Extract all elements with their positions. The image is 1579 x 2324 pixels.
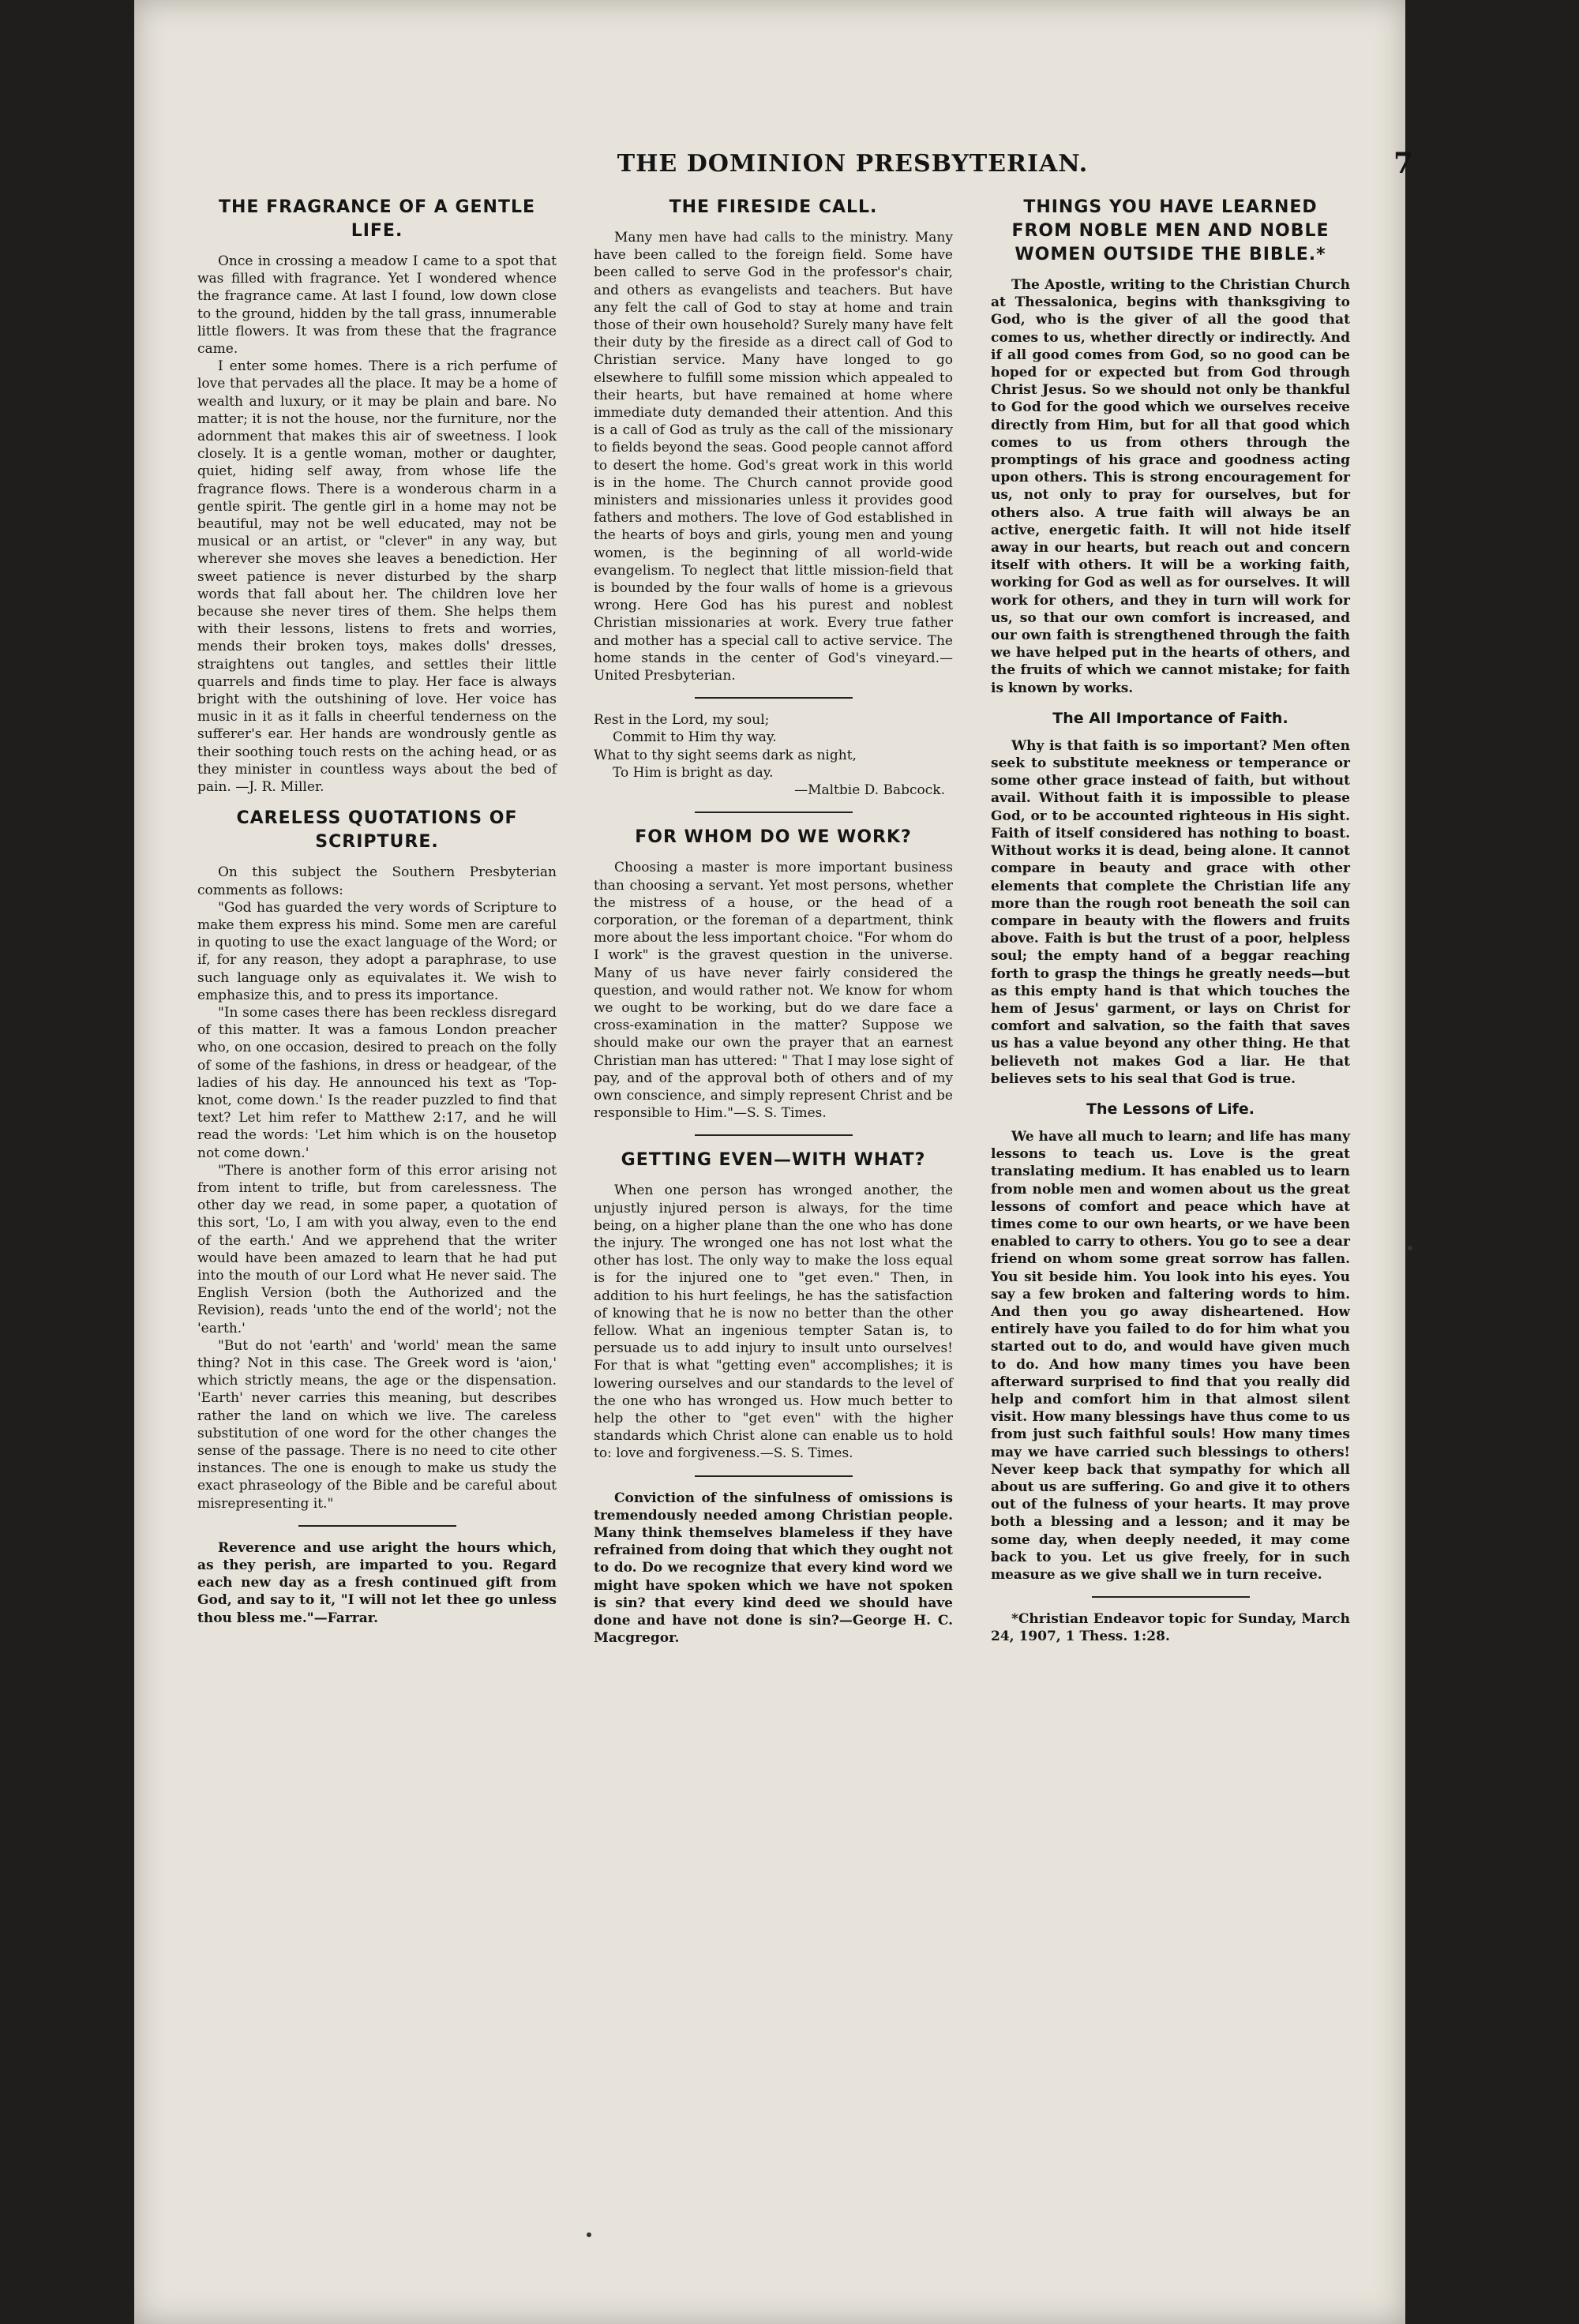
scan-speck xyxy=(1408,1246,1412,1250)
article-paragraph: Many men have had calls to the ministry. Many have been called to the foreign field. Some have been called to serve God in the professor's chair, and others as evangelists and teachers. But have any felt the call of God to stay at home and train those of their own household? Surely many have felt their duty by the fireside as a direct call of God to Christian service. Many have longed to go elsewhere to fulfill some mission which appealed to their hearts, but have remained at home where immediate duty demanded their attention. And this is a call of God as truly as the call of the missionary to fields beyond the seas. Good people cannot afford to desert the home. God's great work in this world is in the home. The Church cannot provide good ministers and missionaries unless it provides good fathers and mothers. The love of God established in the hearts of boys and girls, young men and young women, is the beginning of all world-wide evangelism. To neglect that little mission-field that is bounded by the four walls of home is a grievous wrong. Here God has his purest and noblest Christian missionaries at work. Every true father and mother has a special call to active service. The home stands in the center of God's vineyard.—United Presbyterian. xyxy=(594,230,953,684)
article-paragraph: "God has guarded the very words of Scripture to make them express his mind. Some men are careful in quoting to use the exact language of the Word; or if, for any reason, they adopt a paraphrase, to use such language only as equivalates it. We wish to emphasize this, and to press its importance. xyxy=(197,899,557,1003)
article-paragraph: The Apostle, writing to the Christian Church at Thessalonica, begins with thanksgiving to God, who is the giver of all the good that comes to us, whether directly or indirectly. And if all good comes from God, so no good can be hoped for or expected but from God through Christ Jesus. So we should not only be thankful to God for the good which we ourselves receive directly from Him, but for all that good which comes to us from others through the promptings of his grace and goodness acting upon others. This is strong encouragement for us, not only to pray for ourselves, but for others also. A true faith will always be an active, energetic faith. It will not hide itself away in our hearts, but reach out and concern itself with others. It will be a working faith, working for God as well as for ourselves. It will work for others, and they in turn will work for us, so that our own comfort is increased, and our own faith is strengthened through the faith we have helped put in the hearts of others, and the fruits of which we cannot mistake; for faith is known by works. xyxy=(991,277,1350,696)
masthead-title: THE DOMINION PRESBYTERIAN. xyxy=(617,150,1089,178)
article-title: CARELESS QUOTATIONS OF SCRIPTURE. xyxy=(236,808,518,853)
article-subtitle: The Lessons of Life. xyxy=(1086,1100,1255,1118)
section-divider xyxy=(695,697,853,699)
poem-attribution: —Maltbie D. Babcock. xyxy=(794,782,945,799)
page-header xyxy=(292,147,1413,191)
article-paragraph: Choosing a master is more important business than choosing a servant. Yet most persons, whether the mistress of a house, or the head of a corporation, or the foreman of a department, think more about the less important choice. "For whom do I work" is the gravest question in the universe. Many of us have never fairly considered the question, and would rather not. We know for whom we ought to be working, but do we dare face a cross-examination in the matter? Suppose we should make our own the prayer that an earnest Christian man has uttered: " That I may lose sight of pay, and of the approval both of others and of my own conscience, and simply represent Christ and be responsible to Him."—S. S. Times. xyxy=(594,860,953,1122)
section-divider xyxy=(695,1475,853,1477)
reverence-paragraph: Reverence and use aright the hours which, as they perish, are imparted to you. Regard each new day as a fresh continued gift from God, and say to it, "I will not let thee go unless thou bless me."—Farrar. xyxy=(197,1539,557,1626)
poem-line: Commit to Him thy way. xyxy=(613,729,777,746)
article-paragraph: We have all much to learn; and life has many lessons to teach us. Love is the great translating medium. It has enabled us to learn from noble men and women about us the great lessons of comfort and peace which have at times come to our own hearts, or we have been enabled to carry to others. You go to see a dear friend on whom some great sorrow has fallen. You sit beside him. You look into his eyes. You say a few broken and faltering words to him. And then you go away disheartened. How entirely have you failed to do for him what you started out to do, and would have given much to do. And how many times you have been afterward surprised to find that you really did help and comfort him in that almost silent visit. How many blessings have thus come to us from just such faithful souls! How many times may we have carried such blessings to others! Never keep back that sympathy for which all about us are suffering. Go and give it to others out of the fulness of your hearts. It may prove both a blessing and a lesson; and it may be some day, when deeply needed, it may come back to you. Let us give freely, for in such measure as we give shall we in turn receive. xyxy=(991,1128,1350,1584)
article-fireside-call xyxy=(594,196,953,684)
article-things-you-have-learned xyxy=(991,196,1350,697)
article-paragraph: Once in crossing a meadow I came to a spot that was filled with fragrance. Yet I wondered whence the fragrance came. At last I found, low down close to the ground, hidden by the tall grass, innumerable little flowers. It was from these that the fragrance came. xyxy=(197,253,557,358)
article-title: THE FIRESIDE CALL. xyxy=(669,197,878,217)
poem-line: To Him is bright as day. xyxy=(613,764,774,781)
poem-block xyxy=(594,711,953,799)
footnote: *Christian Endeavor topic for Sunday, March 24, 1907, 1 Thess. 1:28. xyxy=(991,1611,1350,1645)
conviction-paragraph: Conviction of the sinfulness of omissions is tremendously needed among Christian people. Many think themselves blameless if they have refrained from doing that which they ought not to do. Do we recognize that every kind word we might have spoken which we have not spoken is sin? that every kind deed we should have done and have not done is sin?—George H. C. Macgregor. xyxy=(594,1490,953,1647)
section-divider xyxy=(1092,1596,1250,1598)
article-paragraph: Why is that faith is so important? Men often seek to substitute meekness or temperance or some other grace instead of faith, but without avail. Without faith it is impossible to please God, or to be accounted righteous in His sight. Faith of itself considered has nothing to boast. Without works it is dead, being alone. It cannot compare in beauty and grace with other elements that complete the Christian life any more than the rough root beneath the soil can compare in beauty with the flowers and fruits above. Faith is but the trust of a poor, helpless soul; the empty hand of a beggar reaching forth to grasp the things he greatly needs—but as this empty hand is that which touches the hem of Jesus' garment, or lays on Christ for comfort and salvation, so the faith that saves us has a value beyond any other thing. He that believeth not makes God a liar. He that believes sets to his seal that God is true. xyxy=(991,737,1350,1087)
article-careless-quotations xyxy=(197,807,557,1512)
article-paragraph: "But do not 'earth' and 'world' mean the same thing? Not in this case. The Greek word is 'aion,' which strictly means, the age or the dispensation. 'Earth' never carries this meaning, but describes rather the land on which we live. The careless substitution of one word for the other changes the sense of the passage. There is no need to cite other instances. The one is enough to make us study the exact phraseology of the Bible and be careful about misrepresenting it." xyxy=(197,1337,557,1512)
article-paragraph: When one person has wronged another, the unjustly injured person is always, for the time being, on a higher plane than the one who has done the injury. The wronged one has not lost what the other has lost. The only way to make the loss equal is for the injured one to "get even." Then, in addition to his hurt feelings, he has the satisfaction of knowing that he is now no better than the other fellow. What an ingenious tempter Satan is, to persuade us to add injury to insult unto ourselves! For that is what "getting even" accomplishes; it is lowering ourselves and our standards to the level of the one who has wronged us. How much better to help the other to "get even" with the higher standards which Christ alone can enable us to hold to: love and forgiveness.—S. S. Times. xyxy=(594,1183,953,1462)
poem-line: Rest in the Lord, my soul; xyxy=(594,712,770,729)
article-importance-of-faith xyxy=(991,708,1350,1088)
column-left xyxy=(197,196,557,1627)
article-title: FOR WHOM DO WE WORK? xyxy=(635,827,912,848)
article-paragraph: On this subject the Southern Presbyterian comments as follows: xyxy=(197,864,557,898)
article-paragraph: "In some cases there has been reckless disregard of this matter. It was a famous London preacher who, on one occasion, desired to preach on the folly of some of the fashions, in dress or headgear, of the ladies of his day. He announced his text as 'Top-knot, come down.' Is the reader puzzled to find that text? Let him refer to Matthew 2:17, and he will read the words: 'Let him which is on the housetop not come down.' xyxy=(197,1004,557,1161)
article-title: THE FRAGRANCE OF A GENTLE LIFE. xyxy=(219,197,535,241)
page-number: 7 xyxy=(1393,147,1413,180)
article-title: GETTING EVEN—WITH WHAT? xyxy=(621,1150,926,1171)
article-paragraph: I enter some homes. There is a rich perfume of love that pervades all the place. It may be a home of wealth and luxury, or it may be plain and bare. No matter; it is not the house, nor the furniture, nor the adornment that makes this air of sweetness. I look closely. It is a gentle woman, mother or daughter, quiet, hiding self away, from whose life the fragrance flows. There is a wonderous charm in a gentle spirit. The gentle girl in a home may not be beautiful, may not be well educated, may not be musical or an artist, or "clever" in any way, but wherever she moves she leaves a benediction. Her sweet patience is never disturbed by the sharp words that fall about her. The children love her because she never tires of them. She helps them with their lessons, listens to frets and worries, mends their broken toys, makes dolls' dresses, straightens out tangles, and settles their little quarrels and finds time to play. Her face is always bright with the outshining of love. Her voice has music in it as it falls in cheerful tenderness on the sufferer's ear. Her hands are wondrously gentle as their soothing touch rests on the aching head, or as they minister in countless ways about the bed of pain. —J. R. Miller. xyxy=(197,358,557,796)
scan-speck xyxy=(587,2232,591,2237)
section-divider xyxy=(298,1525,456,1527)
article-fragrance xyxy=(197,196,557,796)
article-paragraph: "There is another form of this error arising not from intent to trifle, but from carelessness. The other day we read, in some paper, a quotation of this sort, 'Lo, I am with you alway, even to the end of the earth.' And we apprehend that the writer would have been amazed to learn that he had put into the mouth of our Lord what He never said. The English Version (both the Authorized and the Revision), reads 'unto the end of the world'; not the 'earth.' xyxy=(197,1162,557,1336)
section-divider xyxy=(695,812,853,813)
section-divider xyxy=(695,1134,853,1136)
article-getting-even xyxy=(594,1149,953,1462)
article-subtitle: The All Importance of Faith. xyxy=(1052,709,1288,727)
column-right xyxy=(991,196,1350,1646)
article-lessons-of-life xyxy=(991,1099,1350,1584)
article-for-whom-do-we-work xyxy=(594,826,953,1122)
article-title: THINGS YOU HAVE LEARNED FROM NOBLE MEN AND NOBLE WOMEN OUTSIDE THE BIBLE.* xyxy=(1011,197,1330,264)
poem-line: What to thy sight seems dark as night, xyxy=(594,747,857,763)
column-middle xyxy=(594,196,953,1647)
